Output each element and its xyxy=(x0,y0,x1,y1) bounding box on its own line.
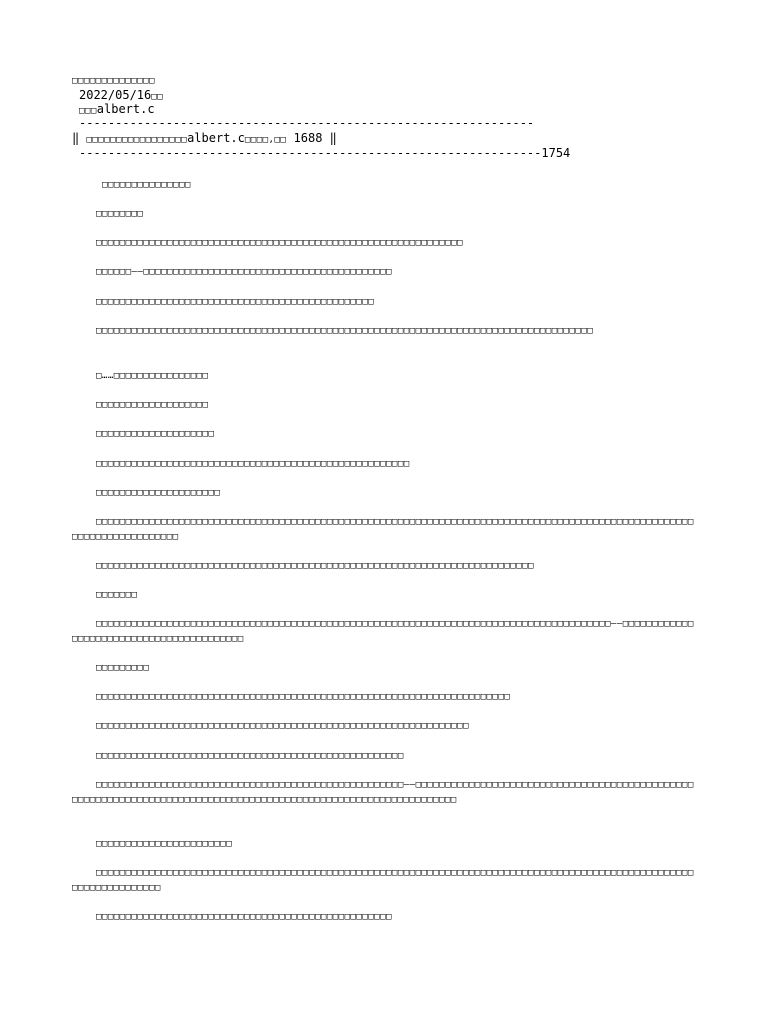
notice-number: 1688 xyxy=(293,131,323,145)
notice-name: albert.c xyxy=(187,131,245,145)
paragraph: □□□□□□□□□□□□□□□□□□□□□□□□□□□□□□□□□□□□□□□□□□□□□□□□□□□□□□□□□□□□□□□□□□□□□□□□□□□□□□□□□□□□ xyxy=(96,326,594,336)
paragraph: □□□□□□□□□□□□□□□ xyxy=(102,180,191,190)
paragraph: □……□□□□□□□□□□□□□□□□ xyxy=(96,371,209,381)
rule-bottom-line xyxy=(79,146,570,160)
paragraph: □□□□□□□□□ xyxy=(96,663,150,673)
document-title: □□□□□□□□□□□□□□ xyxy=(72,76,155,86)
paragraph: □□□□□□——□□□□□□□□□□□□□□□□□□□□□□□□□□□□□□□□□□□□□□□□□□ xyxy=(96,267,392,277)
rule-bottom: --------------------------------------------------------------- xyxy=(79,146,535,160)
notice-open: ‖ xyxy=(72,131,87,145)
paragraph: □□□□□□□□□□□□□□□□□□□ xyxy=(96,400,209,410)
paragraph: □□□□□□□□□□□□□□□□□□□□□□□□□□□□□□□□□□□□□□□□□□□□□□□□□□□□ xyxy=(96,751,404,761)
paragraph: □□□□□□□□□□□□□□□□□□□□□□□□□□□□□□□□□□□□□□□□□□□□□□□□□□□□□□□□□□□□□□□□□□□□□□□□□□ xyxy=(96,561,534,571)
paragraph: □□□□□□□□□□□□□□□□□□□□□□□□□□□□□□□□□□□□□□□□□□□□□□□□□□□□□□□□□□□□□□□□□□□□□□ xyxy=(96,692,511,702)
paragraph: □□□□□□□□□□□□□□□□□□□□□□□□□□□□□□□□□□□□□□□□□□□□□□□□□□□□□□□□□□□□□□□□□□□□□□□□□□□□□□□□□□□□□□□□□□□□□□□□□□□□□□□□□□□□□□□□□□□□□□□ xyxy=(72,517,694,542)
paragraph: □□□□□□□□ xyxy=(96,209,144,219)
date-suffix: □□ xyxy=(151,92,164,102)
paragraph: □□□□□□□□□□□□□□□□□□□□□□□□□□□□□□□□□□□□□□□□□□□□□□□□□□ xyxy=(96,912,392,922)
rule-top: --------------------------------------------------------------- xyxy=(79,116,535,130)
paragraph: □□□□□□□□□□□□□□□□□□□□□ xyxy=(96,488,221,498)
notice-line xyxy=(72,131,337,147)
paragraph: □□□□□□□□□□□□□□□□□□□□□□□□□□□□□□□□□□□□□□□□□□□□□□□□□□□□□□□□□□□□□□ xyxy=(96,238,463,248)
author-prefix: □□□ xyxy=(79,106,97,116)
notice-close: ‖ xyxy=(322,131,337,145)
paragraph: □□□□□□□□□□□□□□□□□□□□ xyxy=(96,429,215,439)
author-name: albert.c xyxy=(96,102,155,116)
paragraph: □□□□□□□□□□□□□□□□□□□□□□□□□□□□□□□□□□□□□□□□□□□□□□□□□□□□□□□□□□□□□□□ xyxy=(96,721,469,731)
paragraph: □□□□□□□□□□□□□□□□□□□□□□□□□□□□□□□□□□□□□□□□□□□□□□□□□□□□□□□□□□□□□□□□□□□□□□□□□□□□□□□□□□□□□□□□□□□□□□□□□□□□□□□□□□□□□□□□□□□□ xyxy=(72,868,694,893)
paragraph: □□□□□□□□□□□□□□□□□□□□□□□□□□□□□□□□□□□□□□□□□□□□□□□ xyxy=(96,297,375,307)
paragraph: □□□□□□□□□□□□□□□□□□□□□□□□□□□□□□□□□□□□□□□□□□□□□□□□□□□□——□□□□□□□□□□□□□□□□□□□□□□□□□□□□□□□□□□□□□□□□□□□□□□□□□□□□□□□□□□□□□□□□□□□□□□□□□□□□□□□□□□□□□□□□□□□□□□□□□□□□□□□□□□□□□□□□ xyxy=(72,780,694,805)
paragraph: □□□□□□□ xyxy=(96,590,138,600)
paragraph: □□□□□□□□□□□□□□□□□□□□□□□□□□□□□□□□□□□□□□□□□□□□□□□□□□□□□ xyxy=(96,459,410,469)
rule-number: -1754 xyxy=(534,146,571,160)
paragraph: □□□□□□□□□□□□□□□□□□□□□□□□□□□□□□□□□□□□□□□□□□□□□□□□□□□□□□□□□□□□□□□□□□□□□□□□□□□□□□□□□□□□□□□——□□□□□□□□□□□□□□□□□□□□□□□□□□□□□□□□□□□□□□□□□ xyxy=(72,619,694,644)
notice-text: □□□□□□□□□□□□□□□□□ xyxy=(86,135,188,145)
paragraph: □□□□□□□□□□□□□□□□□□□□□□□ xyxy=(96,839,233,849)
notice-after: □□□□,□□ xyxy=(244,135,287,145)
date-value: 2022/05/16 xyxy=(79,88,152,102)
